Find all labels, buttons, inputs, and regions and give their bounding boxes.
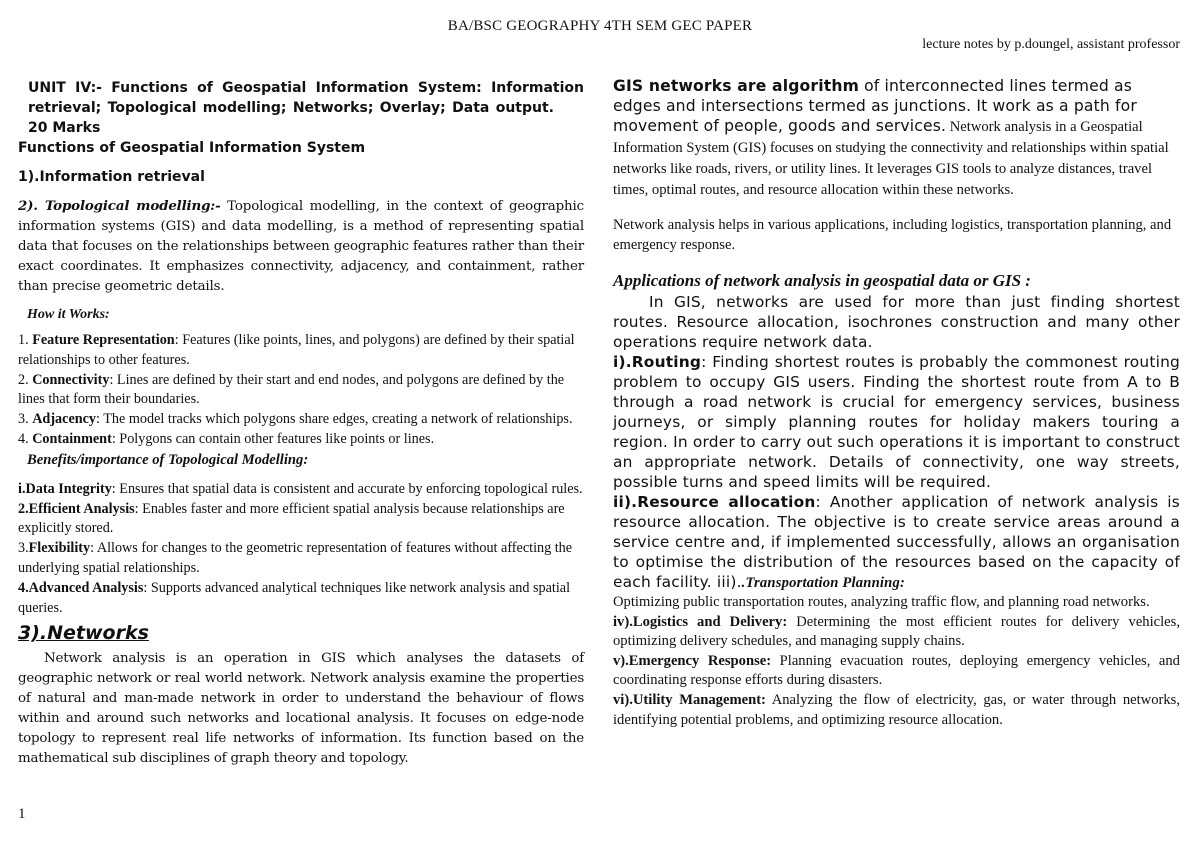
unit-marks-word: Marks bbox=[52, 120, 101, 136]
item-number: 4. bbox=[18, 579, 29, 596]
item-text: Analyzing the flow of electricity, gas, or water through networks, identifying potential problems, and optimizing resource allocation. bbox=[613, 691, 1180, 728]
transport-number: iii). bbox=[711, 573, 742, 591]
list-item: Optimizing public transportation routes, analyzing traffic flow, and planning road networks. bbox=[613, 594, 1150, 610]
how-it-works-heading: How it Works: bbox=[27, 307, 110, 322]
list-item bbox=[18, 331, 584, 371]
item-term: Data Integrity bbox=[25, 480, 112, 497]
item-text: : Polygons can contain other features like points or lines. bbox=[111, 430, 435, 447]
right-column bbox=[613, 76, 1180, 730]
topological-modelling-paragraph bbox=[18, 196, 584, 297]
list-item bbox=[18, 500, 584, 540]
applications-body bbox=[613, 292, 1180, 593]
list-item bbox=[18, 410, 584, 430]
item-text: : Enables faster and more efficient spatial analysis because relationships are explicitly stored. bbox=[18, 500, 565, 537]
gis-intro-small: Network analysis in a Geospatial Information System (GIS) focuses on studying the connectivity and relationships within spatial networks like roads, rivers, or utility lines. It leverages GIS tools to analyze distances, travel times, optimal routes, and resource allocation within these networks. bbox=[613, 119, 1169, 198]
item-number: 4. bbox=[18, 430, 33, 447]
applications-intro: In GIS, networks are used for more than just finding shortest routes. Resource allocation, isochrones construction and many other operations require network data. bbox=[613, 293, 1180, 351]
item-text: : Lines are defined by their start and end nodes, and polygons are defined by the lines that form their boundaries. bbox=[18, 371, 565, 408]
network-analysis-helps: Network analysis helps in various applications, including logistics, transportation planning, and emergency response. bbox=[613, 217, 1172, 253]
benefits-list bbox=[18, 480, 584, 619]
how-it-works-list bbox=[18, 331, 584, 450]
item-number: 3. bbox=[18, 411, 33, 428]
page-header-subtitle: lecture notes by p.doungel, assistant professor bbox=[922, 37, 1180, 52]
functions-heading: Functions of Geospatial Information System bbox=[18, 140, 366, 156]
item-number: i. bbox=[18, 480, 26, 497]
item-term: Adjacency bbox=[32, 411, 97, 428]
item-text: : Supports advanced analytical techniques like network analysis and spatial queries. bbox=[18, 579, 571, 616]
item-number: 2. bbox=[18, 371, 33, 388]
item-text: Planning evacuation routes, deploying emergency vehicles, and coordinating response efforts during disasters. bbox=[613, 652, 1180, 689]
item-term: Containment bbox=[32, 430, 112, 447]
page-number: 1 bbox=[18, 806, 26, 822]
topological-modelling-text: Topological modelling, in the context of geographic information systems (GIS) and data modelling, is a method of representing spatial data that focuses on the relationships between geographic features rather than their exact coordinates. It emphasizes connectivity, adjacency, and containment, rather than precise geometric details. bbox=[18, 199, 584, 294]
resource-allocation-term: ii).Resource allocation bbox=[613, 493, 816, 511]
item-term: Efficient Analysis bbox=[28, 500, 135, 517]
gis-networks-intro bbox=[613, 76, 1180, 200]
item-term: Advanced Analysis bbox=[28, 579, 144, 596]
item-term: iv).Logistics and Delivery: bbox=[613, 613, 788, 630]
networks-paragraph bbox=[18, 649, 584, 769]
list-item bbox=[18, 371, 584, 411]
item-term: v).Emergency Response: bbox=[613, 652, 772, 669]
list-item bbox=[18, 430, 584, 450]
item-text: : The model tracks which polygons share edges, creating a network of relationships. bbox=[96, 411, 573, 428]
unit-marks-number: 20 bbox=[28, 120, 48, 136]
networks-text: Network analysis is an operation in GIS which analyses the datasets of geographic network or real world network. Network analysis examine the properties of natural and man-made network in order to understand the behaviour of flows within and around such networks and locational analysis. It focuses on edge-node topology to represent real life networks of information. Its function based on the mathematical sub disciplines of graph theory and topology. bbox=[18, 651, 584, 767]
unit-heading bbox=[28, 78, 584, 138]
applications-list bbox=[613, 593, 1180, 730]
item-text: : Features (like points, lines, and polygons) are defined by their spatial relationships to other features. bbox=[18, 332, 575, 368]
page-header-title: BA/BSC GEOGRAPHY 4TH SEM GEC PAPER bbox=[447, 18, 753, 34]
transport-term: .Transportation Planning: bbox=[741, 575, 906, 591]
item-text: : Allows for changes to the geometric representation of features without affecting the underlying spatial relationships. bbox=[18, 540, 573, 576]
item-term: vi).Utility Management: bbox=[613, 691, 766, 708]
info-retrieval-heading: 1).Information retrieval bbox=[18, 169, 205, 185]
list-item bbox=[18, 480, 584, 500]
item-number: 1. bbox=[18, 332, 33, 348]
list-item bbox=[613, 652, 1180, 691]
list-item bbox=[613, 613, 1180, 652]
item-term: Connectivity bbox=[32, 371, 110, 388]
item-text: : Ensures that spatial data is consistent and accurate by enforcing topological rules. bbox=[111, 480, 583, 497]
list-item bbox=[18, 539, 584, 579]
item-term: Flexibility bbox=[28, 540, 91, 557]
resource-allocation-text: : Another application of network analysis is resource allocation. The objective is to create service areas around a service centre and, if implemented successfully, allows an organisation to optimise the distribution of the resources based on the capacity of each facility. bbox=[613, 493, 1180, 591]
item-number: 2. bbox=[18, 500, 29, 517]
applications-heading: Applications of network analysis in geospatial data or GIS : bbox=[613, 271, 1031, 290]
left-column bbox=[18, 78, 584, 769]
routing-text: : Finding shortest routes is probably the commonest routing problem to occupy GIS users. Finding the shortest route from A to B through a road network is crucial for emergency services, business journeys, or simply planning routes for holiday makers touring a region. In order to carry out such operations it is important to construct an appropriate network. Details of connectivity, one way streets, possible turns and speed limits will be required. bbox=[613, 353, 1180, 491]
list-item bbox=[613, 691, 1180, 730]
benefits-heading: Benefits/importance of Topological Modelling: bbox=[27, 451, 309, 468]
topological-modelling-lead: 2). Topological modelling:- bbox=[18, 198, 221, 214]
gis-intro-bold: GIS networks are algorithm bbox=[613, 77, 859, 95]
gis-intro-text: of interconnected lines termed as edges and intersections termed as junctions. It work as a path for movement of people, goods and services. bbox=[613, 77, 1137, 135]
item-number: 3. bbox=[18, 540, 29, 557]
item-text: Determining the most efficient routes for delivery vehicles, optimizing delivery schedules, and managing supply chains. bbox=[613, 613, 1180, 650]
list-item bbox=[18, 579, 584, 619]
item-term: Feature Representation bbox=[32, 332, 175, 348]
unit-heading-text: UNIT IV:- Functions of Geospatial Information System: Information retrieval; Topological modelling; Networks; Overlay; Data output. bbox=[28, 80, 584, 116]
routing-term: i).Routing bbox=[613, 353, 702, 371]
networks-heading: 3).Networks bbox=[18, 622, 149, 645]
